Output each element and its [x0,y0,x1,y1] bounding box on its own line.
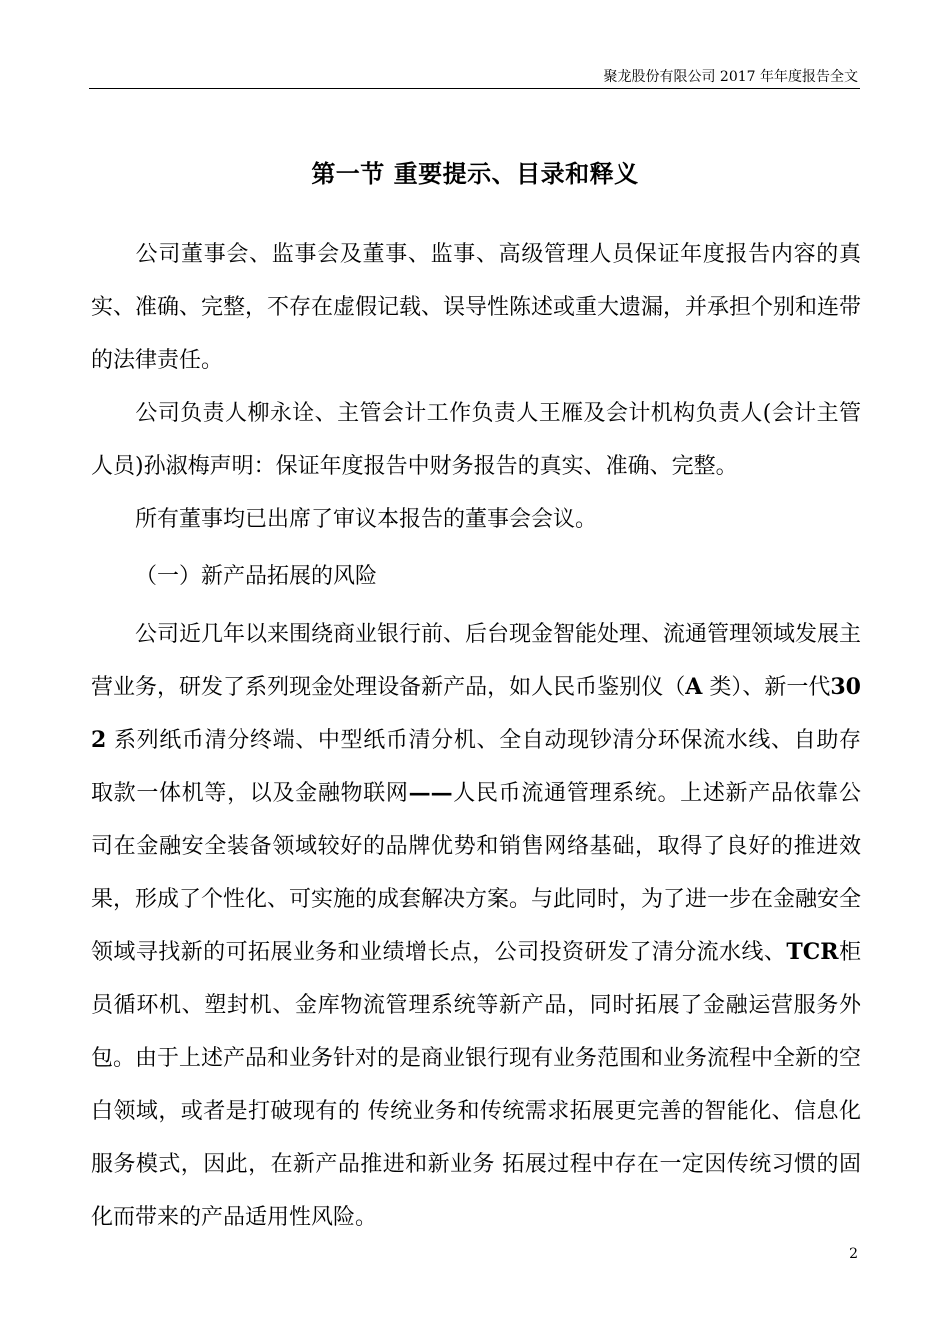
paragraph-statement-text: 公司董事会、监事会及董事、监事、高级管理人员保证年度报告内容的真实、准确、完整，不存在虚假记载、误导性陈述或重大遗漏，并承担个别和连带的法律责任。 [91,242,862,373]
risk-heading: （一）新产品拓展的风险 [135,564,378,589]
risk-bold-1: A [685,674,703,700]
paragraph-statement [91,228,861,387]
paragraph-attendance-text: 所有董事均已出席了审议本报告的董事会会议。 [135,507,598,532]
risk-text-1: 公司近几年以来围绕商业银行前、后台现金智能处理、流通管理领域发展主营业务，研发了系列现金处理设备新产品，如人民币鉴别仪（ [91,622,862,700]
paragraph-declaration [91,387,861,493]
risk-text-3: 系列纸币清分终端、中型纸币清分机、全自动现钞清分环保流水线、自助存取款一体机等，以及金融物联网 [91,728,861,806]
paragraph-declaration-text: 公司负责人柳永诠、主管会计工作负责人王雁及会计机构负责人(会计主管人员)孙淑梅声明：保证年度报告中财务报告的真实、准确、完整。 [91,401,861,479]
risk-text-2: 类）、新一代 [702,675,831,700]
risk-text-4: 人民币流通管理系统。上述新产品依靠公司在金融安全装备领域较好的品牌优势和销售网络基础，取得了良好的推进效果，形成了个性化、可实施的成套解决方案。与此同时，为了进一步在金融安全领域寻找新的可拓展业务和业绩增长点，公司投资研发了清分流水线、 [91,781,862,965]
risk-bold-2: 302 [91,674,861,753]
page-header: 聚龙股份有限公司 2017 年年度报告全文 [603,69,858,85]
header-rule [89,88,860,89]
risk-bold-4: TCR [786,939,839,965]
section-title: 第一节 重要提示、目录和释义 [311,159,639,188]
paragraph-risk [91,608,861,1244]
page-number: 2 [849,1246,858,1262]
risk-text-5: 柜员循环机、塑封机、金库物流管理系统等新产品，同时拓展了金融运营服务外包。由于上述产品和业务针对的是商业银行现有业务范围和业务流程中全新的空白领域，或者是打破现有的 传统业务和传统需求拓展更完善的智能化、信息化服务模式，因此，在新产品推进和新业务 拓展过程中存在一定因传统习惯的固化而带来的产品适用性风险。 [91,940,862,1230]
paragraph-attendance [91,493,861,546]
risk-bold-3: —— [408,780,453,806]
